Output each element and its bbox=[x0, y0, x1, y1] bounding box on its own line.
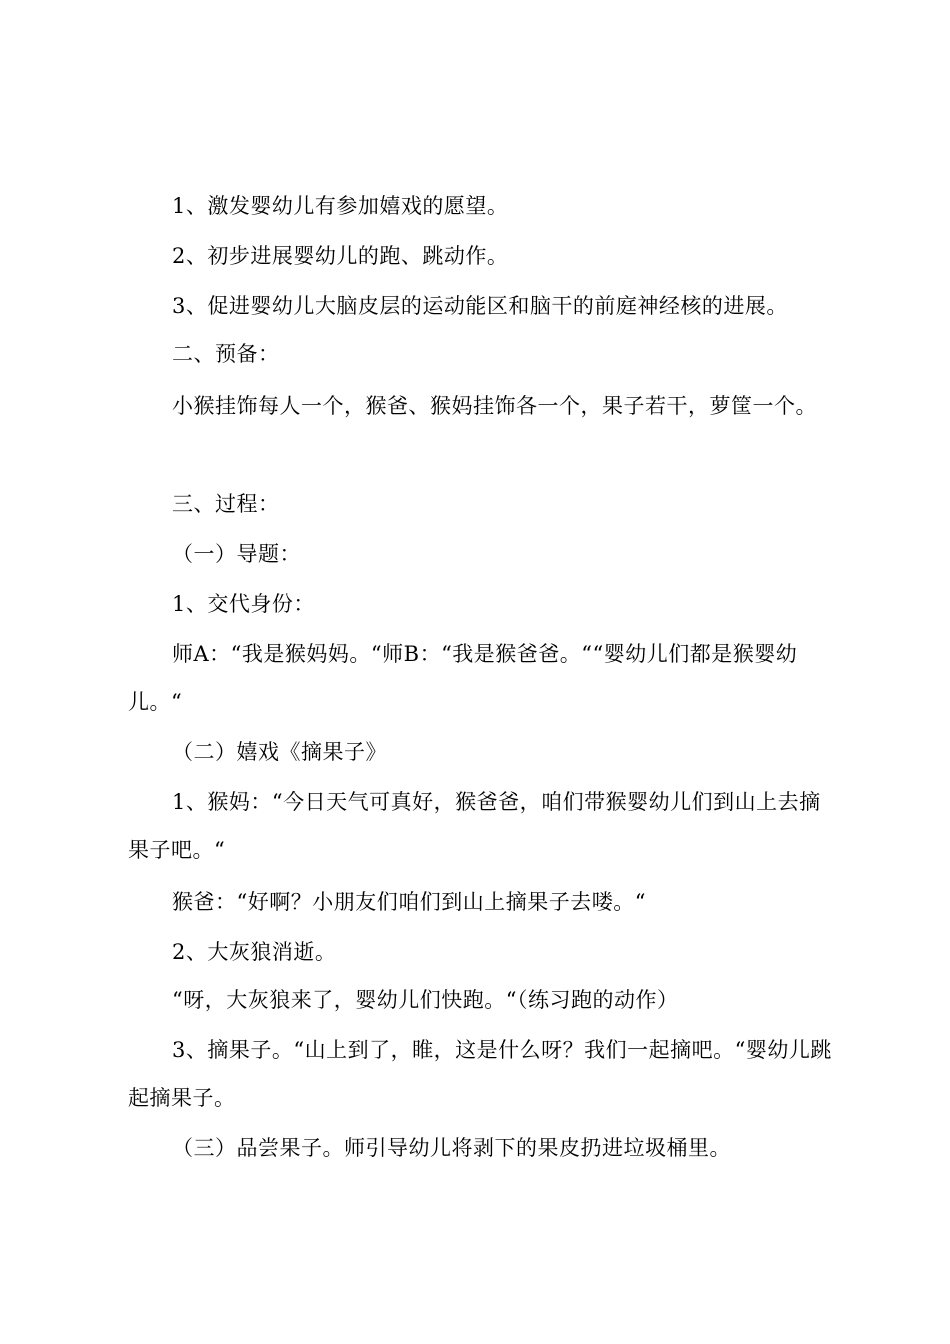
paragraph-preparation: 小猴挂饰每人一个，猴爸、猴妈挂饰各一个，果子若干，萝筐一个。 bbox=[172, 394, 817, 418]
paragraph-goal-2: 2、初步进展婴幼儿的跑、跳动作。 bbox=[172, 244, 509, 268]
paragraph-game-3: 3、摘果子。“山上到了，睢，这是什么呀？我们一起摘吧。“婴幼儿跳起摘果子。 bbox=[128, 1038, 832, 1110]
paragraph-game-1: 1、猴妈：“今日天气可真好，猴爸爸，咱们带猴婴幼儿们到山上去摘果子吧。“ bbox=[128, 790, 821, 862]
paragraph-goal-1: 1、激发婴幼儿有参加嬉戏的愿望。 bbox=[172, 194, 509, 218]
section-heading-process: 三、过程： bbox=[172, 492, 280, 516]
subsection-heading-game: （二）嬉戏《摘果子》 bbox=[172, 740, 387, 764]
paragraph-intro-1: 1、交代身份： bbox=[172, 592, 315, 616]
paragraph-dialogue-roles: 师A：“我是猴妈妈。“师B：“我是猴爸爸。““婴幼儿们都是猴婴幼儿。“ bbox=[128, 642, 798, 714]
subsection-heading-taste: （三）品尝果子。师引导幼儿将剥下的果皮扔进垃圾桶里。 bbox=[172, 1136, 731, 1160]
paragraph-goal-3: 3、促进婴幼儿大脑皮层的运动能区和脑干的前庭神经核的进展。 bbox=[172, 294, 788, 318]
paragraph-game-2: 2、大灰狼消逝。 bbox=[172, 940, 337, 964]
paragraph-game-dad: 猴爸：“好啊？小朋友们咱们到山上摘果子去喽。“ bbox=[172, 890, 646, 914]
paragraph-game-wolf: “呀，大灰狼来了，婴幼儿们快跑。“（练习跑的动作） bbox=[172, 988, 679, 1012]
section-heading-preparation: 二、预备： bbox=[172, 342, 280, 366]
subsection-heading-intro: （一）导题： bbox=[172, 542, 301, 566]
